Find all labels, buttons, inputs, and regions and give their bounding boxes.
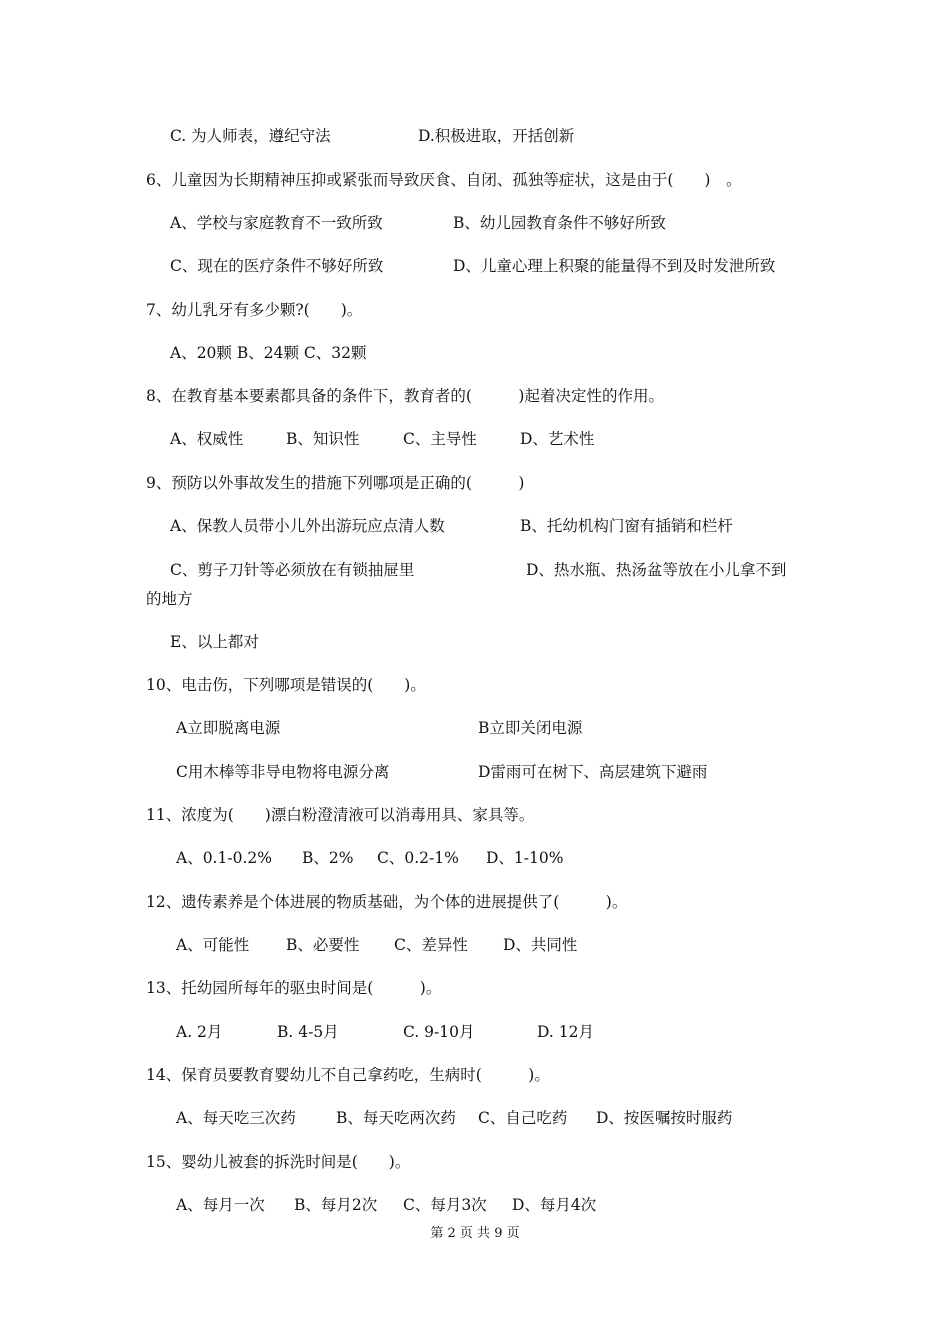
q8-option-d: D、艺术性 [520,430,595,448]
q8-option-b: B、知识性 [286,430,360,448]
q15-option-a: A、每月一次 [176,1196,265,1214]
q13-option-c: C. 9-10月 [403,1023,475,1041]
q8-stem-text: 8、在教育基本要素都具备的条件下，教育者的( )起着决定性的作用。 [146,387,664,405]
q11-stem-text: 11、浓度为( )漂白粉澄清液可以消毒用具、家具等。 [146,806,535,824]
q14-option-a: A、每天吃三次药 [176,1109,296,1127]
q14-option-b: B、每天吃两次药 [336,1109,456,1127]
q6-option-a: A、学校与家庭教育不一致所致 [170,214,383,232]
q10-option-b: B立即关闭电源 [478,719,583,737]
q13-option-d: D. 12月 [537,1023,594,1041]
q9-stem-text: 9、预防以外事故发生的措施下列哪项是正确的( ) [146,474,525,492]
q12-option-b: B、必要性 [286,936,360,954]
q10-stem-text: 10、电击伤，下列哪项是错误的( )。 [146,676,426,694]
q15-option-d: D、每月4次 [512,1196,597,1214]
q6-option-b: B、幼儿园教育条件不够好所致 [453,214,666,232]
q11-option-d: D、1-10% [486,849,564,867]
q6-option-d: D、儿童心理上积聚的能量得不到及时发泄所致 [453,257,776,275]
q10-option-a: A立即脱离电源 [176,719,281,737]
q6-stem-text: 6、儿童因为长期精神压抑或紧张而导致厌食、自闭、孤独等症状，这是由于( ) 。 [146,171,742,189]
q15-option-c: C、每月3次 [403,1196,487,1214]
q15-option-b: B、每月2次 [294,1196,378,1214]
q13-option-b: B. 4-5月 [277,1023,339,1041]
q12-option-d: D、共同性 [503,936,578,954]
q11-option-a: A、0.1-0.2% [176,849,272,867]
q7-options-text: A、20颗 B、24颗 C、32颗 [170,344,367,362]
page-number-footer: 第 2 页 共 9 页 [430,1226,520,1241]
q14-stem-text: 14、保育员要教育婴幼儿不自己拿药吃，生病时( )。 [146,1066,550,1084]
q14-option-c: C、自己吃药 [478,1109,568,1127]
q14-option-d: D、按医嘱按时服药 [596,1109,733,1127]
q9-option-d: D、热水瓶、热汤盆等放在小儿拿不到 [526,561,787,579]
q9-option-b: B、托幼机构门窗有插销和栏杆 [520,517,733,535]
q10-option-d: D雷雨可在树下、高层建筑下避雨 [478,763,708,781]
q7-stem-text: 7、幼儿乳牙有多少颗?( )。 [146,301,363,319]
q8-option-a: A、权威性 [170,430,244,448]
q12-option-a: A、可能性 [176,936,250,954]
q9-option-c: C、剪子刀针等必须放在有锁抽屉里 [170,561,415,579]
q11-option-c: C、0.2-1% [377,849,459,867]
q9-option-d-cont-text: 的地方 [146,590,193,608]
q11-option-b: B、2% [302,849,354,867]
q13-option-a: A. 2月 [176,1023,223,1041]
q9-option-a: A、保教人员带小儿外出游玩应点清人数 [170,517,445,535]
q9-option-e: E、以上都对 [170,633,259,651]
q8-option-c: C、主导性 [403,430,477,448]
q6-option-c: C、现在的医疗条件不够好所致 [170,257,384,275]
q15-stem-text: 15、婴幼儿被套的拆洗时间是( )。 [146,1153,411,1171]
q5-option-d: D.积极进取，开括创新 [418,127,575,145]
q12-option-c: C、差异性 [394,936,468,954]
q13-stem-text: 13、托幼园所每年的驱虫时间是( )。 [146,979,442,997]
q5-option-c: C. 为人师表，遵纪守法 [170,127,331,145]
q10-option-c: C用木棒等非导电物将电源分离 [176,763,390,781]
q12-stem-text: 12、遗传素养是个体进展的物质基础，为个体的进展提供了( )。 [146,893,628,911]
